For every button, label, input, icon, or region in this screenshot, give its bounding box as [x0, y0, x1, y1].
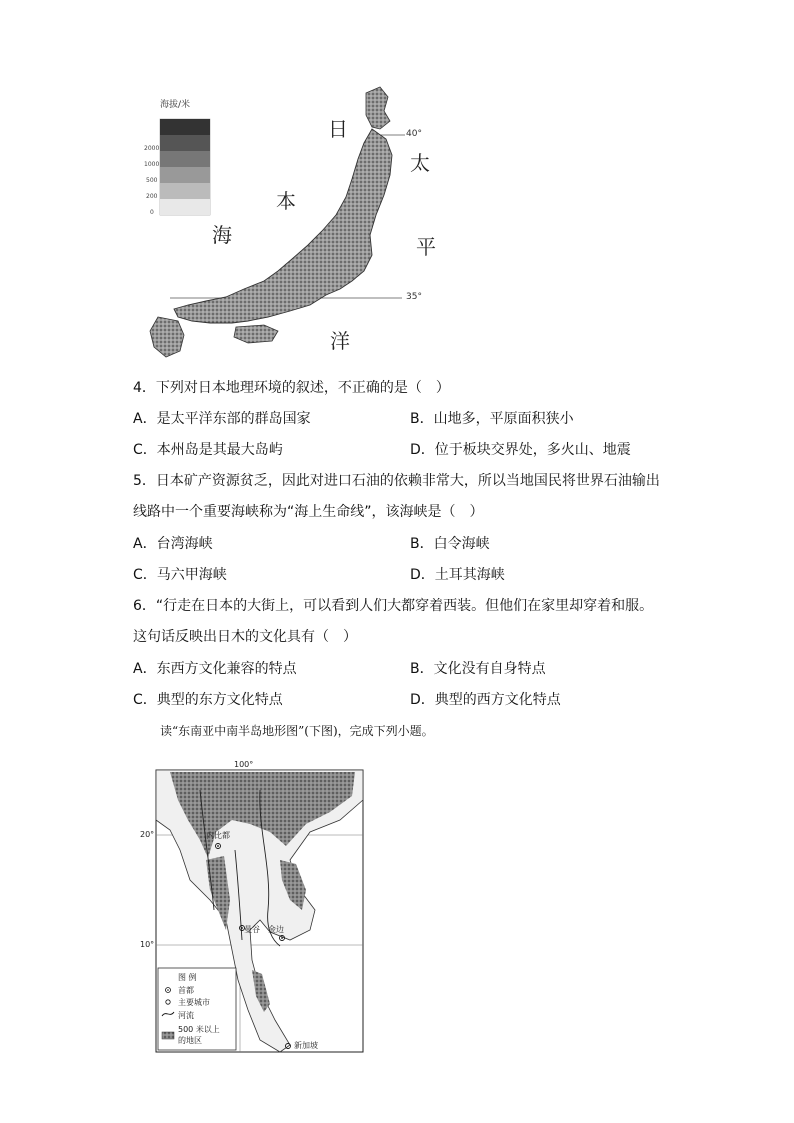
q6-option-b: B．文化没有自身特点: [410, 661, 546, 677]
label-ri: 日: [328, 117, 348, 141]
label-ben: 本: [276, 189, 296, 213]
city-label-neipidu: 内比都: [206, 831, 230, 840]
latitude-10-label: 10°: [140, 940, 155, 949]
q6-option-c: C．典型的东方文化特点: [133, 692, 283, 708]
legend-tick: 200: [146, 193, 158, 200]
q4-option-d: D．位于板块交界处，多火山、地震: [410, 442, 631, 458]
legend-capital-label: 首都: [178, 986, 194, 995]
japan-map: [140, 85, 450, 360]
question-4-stem: 4．下列对日本地理环境的叙述，不正确的是（ ）: [133, 380, 450, 396]
q6-option-d: D．典型的西方文化特点: [410, 692, 561, 708]
longitude-100-label: 100°: [234, 760, 254, 769]
question-6-stem-line1: 6．“行走在日本的大街上，可以看到人们大都穿着西装。但他们在家里却穿着和服。: [133, 598, 654, 614]
legend-area-label-1: 500 米以上: [178, 1025, 220, 1034]
question-5-stem-line1: 5．日本矿产资源贫乏，因此对进口石油的依赖非常大，所以当地国民将世界石油输出: [133, 473, 660, 489]
label-tai: 太: [410, 151, 430, 175]
label-hai: 海: [212, 223, 232, 247]
legend-city-label: 主要城市: [178, 998, 210, 1007]
legend-river-label: 河流: [178, 1011, 194, 1020]
legend-tick: 2000: [144, 145, 160, 152]
latitude-35-label: 35°: [406, 292, 422, 302]
label-ping: 平: [416, 235, 436, 259]
q5-option-a: A．台湾海峡: [133, 536, 213, 552]
latitude-20-label: 20°: [140, 830, 155, 839]
legend-tick: 0: [150, 209, 154, 216]
q5-option-d: D．土耳其海峡: [410, 567, 505, 583]
q6-option-a: A．东西方文化兼容的特点: [133, 661, 297, 677]
q4-option-c: C．本州岛是其最大岛屿: [133, 442, 283, 458]
legend-tick: 1000: [144, 161, 160, 168]
legend-tick: 500: [146, 177, 158, 184]
label-yang: 洋: [330, 329, 350, 353]
q5-option-c: C．马六甲海峡: [133, 567, 227, 583]
city-label-mangu: 曼谷: [244, 925, 260, 934]
japan-map-graphic: [140, 85, 450, 360]
q5-option-b: B．白令海峡: [410, 536, 490, 552]
indochina-map-graphic: [140, 760, 370, 1055]
question-5-stem-line2: 线路中一个重要海峡称为“海上生命线”，该海峡是（ ）: [133, 504, 484, 520]
map-caption: 读“东南亚中南半岛地形图”(下图)，完成下列小题。: [160, 724, 434, 738]
q4-option-b: B．山地多，平原面积狭小: [410, 411, 574, 427]
elevation-legend-title: 海拔/米: [160, 100, 191, 110]
indochina-map: [140, 760, 370, 1055]
legend-area-label-2: 的地区: [178, 1036, 202, 1045]
q4-option-a: A．是太平洋东部的群岛国家: [133, 411, 311, 427]
latitude-40-label: 40°: [406, 129, 422, 139]
city-label-xinjiapo: 新加坡: [294, 1041, 318, 1050]
map2-legend-title: 图 例: [178, 973, 197, 982]
city-label-jinbian: 金边: [268, 925, 284, 934]
question-6-stem-line2: 这句话反映出日木的文化具有（ ）: [133, 629, 357, 645]
